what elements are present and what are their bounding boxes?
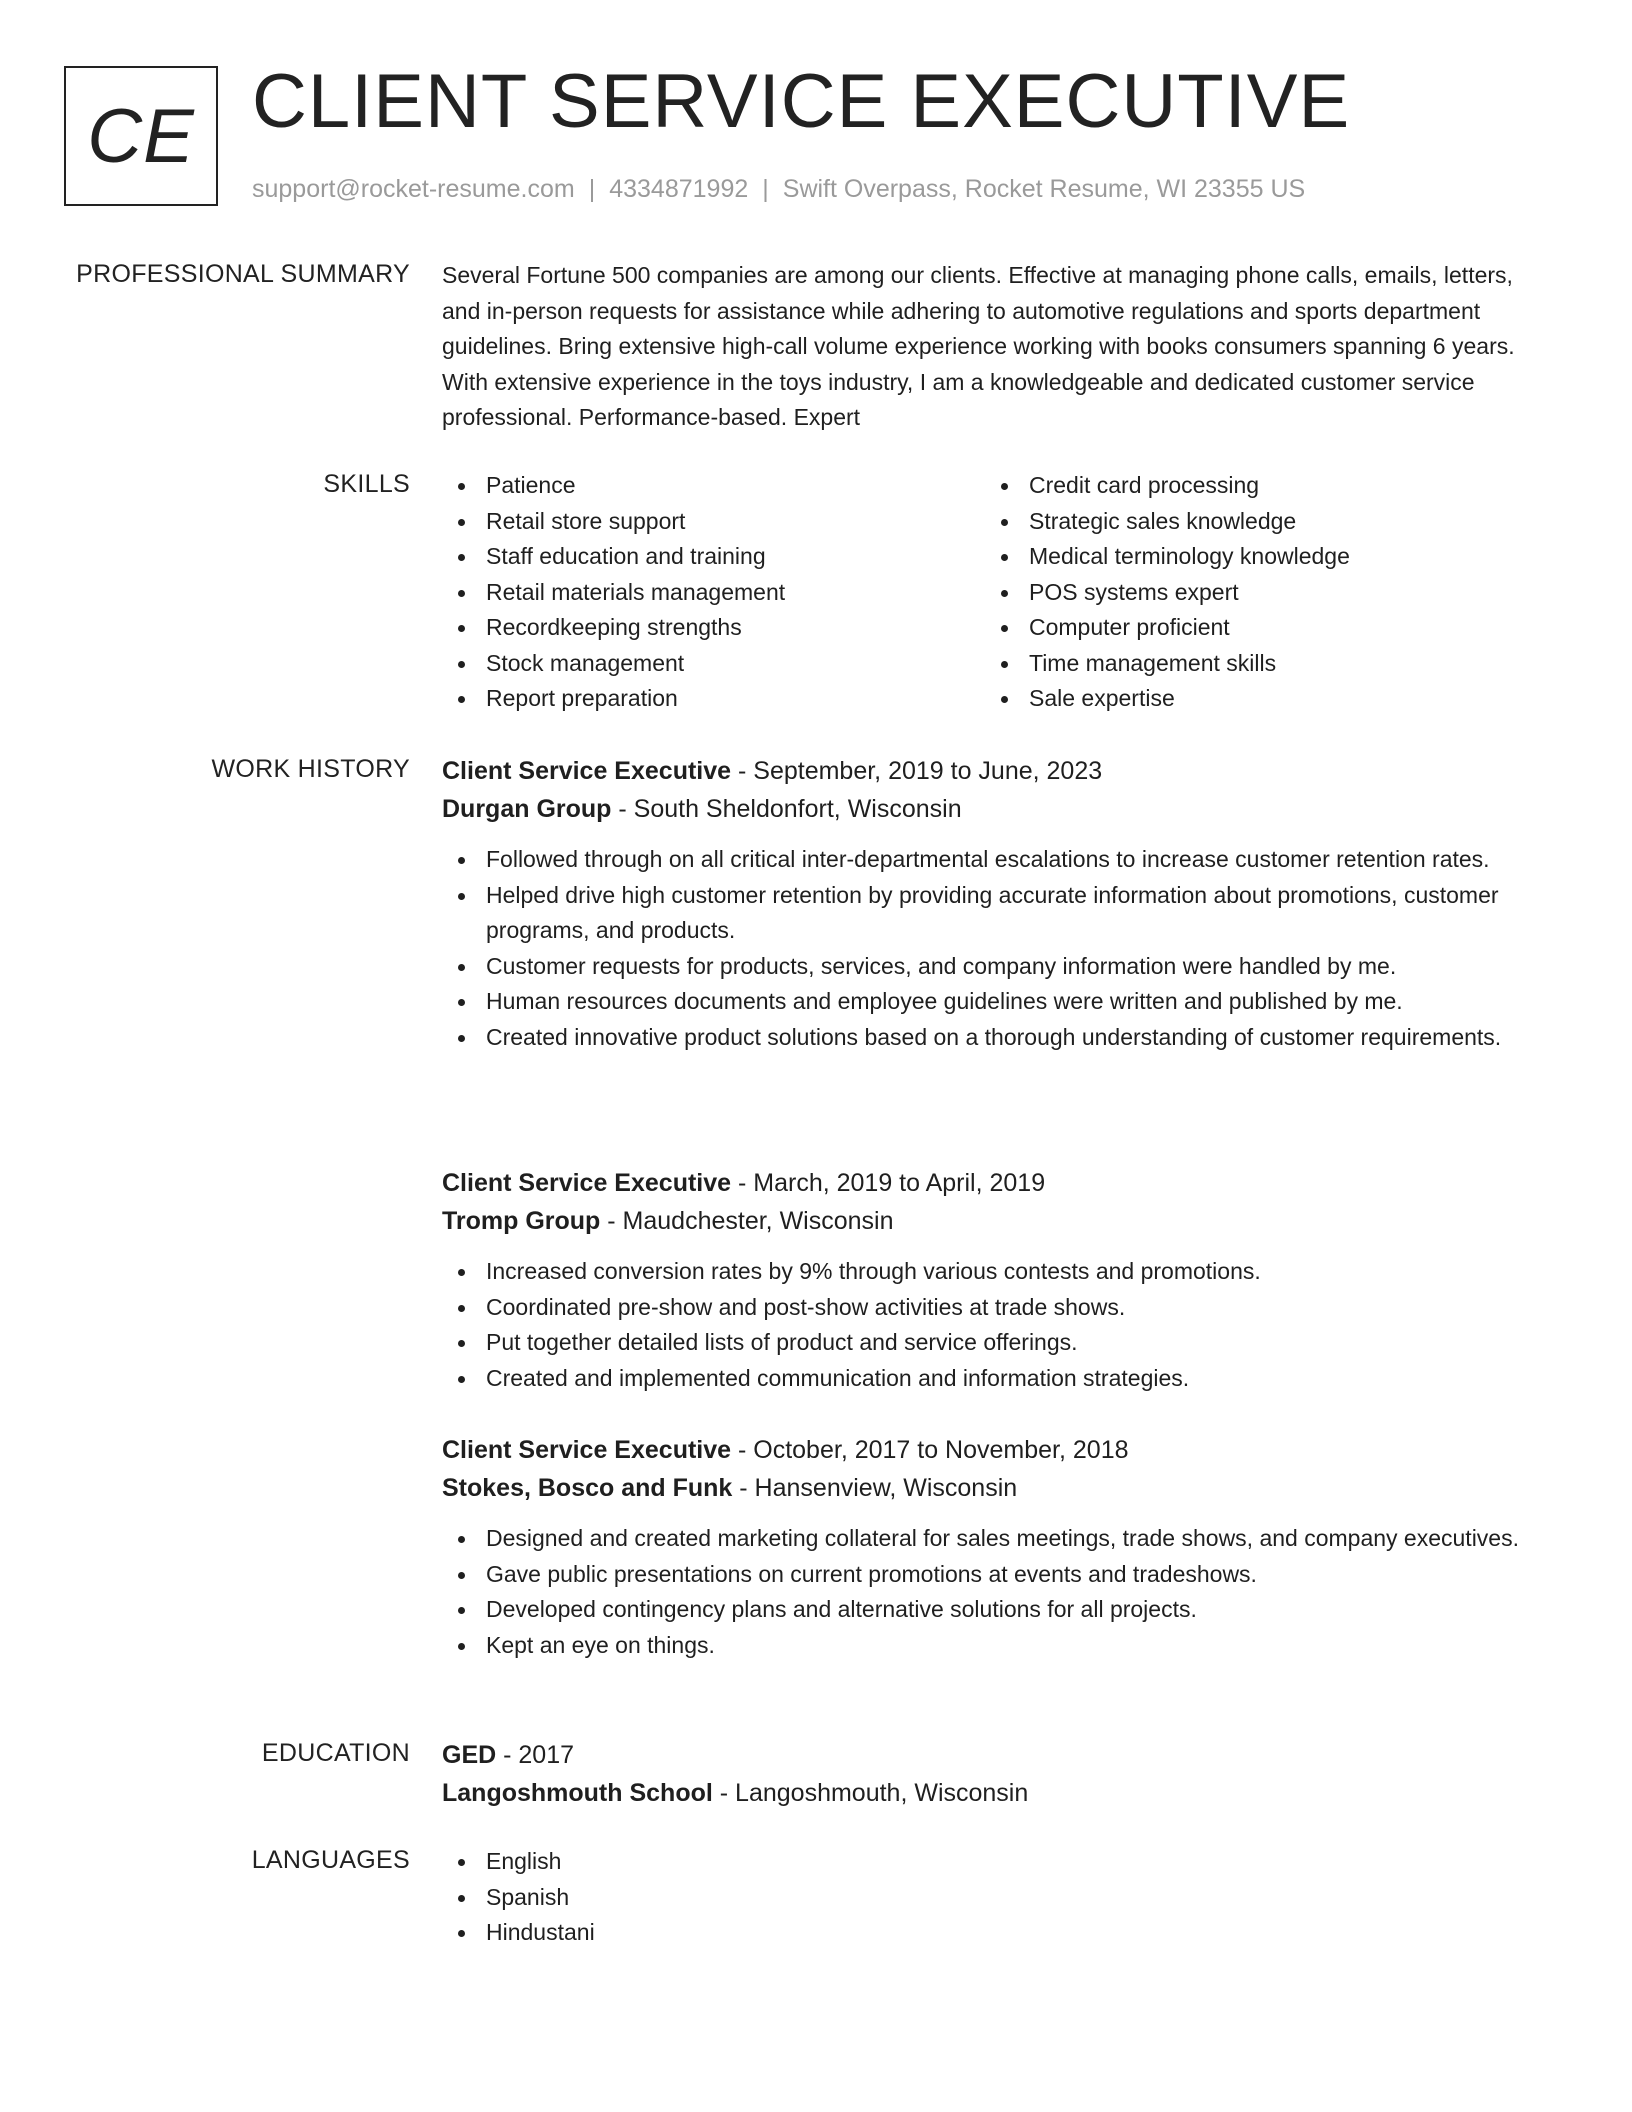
skill-item: Recordkeeping strengths [442,610,985,646]
job-dates: - March, 2019 to April, 2019 [731,1169,1046,1197]
job-bullet: Put together detailed lists of product and service offerings. [442,1325,1552,1361]
skill-item: Retail store support [442,504,985,540]
skills-list-left [442,468,985,717]
job-bullet: Increased conversion rates by 9% through various contests and promotions. [442,1254,1552,1290]
job-bullet: Kept an eye on things. [442,1628,1552,1664]
skill-item: Credit card processing [985,468,1528,504]
job-bullet: Coordinated pre-show and post-show activities at trade shows. [442,1290,1552,1326]
skill-item: Staff education and training [442,539,985,575]
skill-item: POS systems expert [985,575,1528,611]
contact-separator: | [588,175,596,203]
education-degree: GED [442,1741,497,1769]
language-item: Spanish [442,1880,1552,1916]
job-bullet: Created innovative product solutions based on a thorough understanding of customer requirements. [442,1020,1552,1056]
summary-text: Several Fortune 500 companies are among our clients. Effective at managing phone calls, emails, letters, and in-person requests for assistance while adhering to automotive regulations and sports department guidelines. Bring extensive high-call volume experience working with books consumers spanning 6 years. With extensive experience in the toys industry, I am a knowledgeable and dedicated customer service professional. Performance-based. Expert [442,262,1515,430]
skill-item: Time management skills [985,646,1528,682]
language-item: English [442,1844,1552,1880]
education-year: - 2017 [496,1741,575,1769]
job-dates: - September, 2019 to June, 2023 [731,757,1103,785]
skill-item: Retail materials management [442,575,985,611]
job-title-line [442,752,1552,790]
skill-item: Report preparation [442,681,985,717]
monogram-initials: CE [87,93,195,179]
job-bullet: Designed and created marketing collateral for sales meetings, trade shows, and company executives. [442,1521,1552,1557]
education-label: EDUCATION [261,1739,410,1767]
monogram-box [64,66,218,206]
languages-body [442,1844,1552,1951]
job-title-line [442,1164,1552,1202]
summary-label: PROFESSIONAL SUMMARY [76,260,410,288]
job-bullet: Helped drive high customer retention by providing accurate information about promotions, customer programs, and products. [442,878,1552,949]
education-body [442,1736,1552,1812]
contact-separator: | [762,175,769,203]
job-bullet: Developed contingency plans and alternative solutions for all projects. [442,1592,1552,1628]
languages-label: LANGUAGES [251,1846,410,1874]
skills-label: SKILLS [323,470,410,498]
work-history-label: WORK HISTORY [211,755,410,783]
job-bullet: Customer requests for products, services, and company information were handled by me. [442,949,1552,985]
job-location: - Hansenview, Wisconsin [732,1474,1018,1502]
job-company-line [442,790,1552,828]
education-location: - Langoshmouth, Wisconsin [712,1779,1029,1807]
job-location: - Maudchester, Wisconsin [600,1207,894,1235]
job-bullet: Created and implemented communication and information strategies. [442,1361,1552,1397]
job-company-line [442,1469,1552,1507]
job-bullet: Human resources documents and employee guidelines were written and published by me. [442,984,1552,1020]
job-bullet: Gave public presentations on current promotions at events and tradeshows. [442,1557,1552,1593]
contact-email: support@rocket-resume.com [252,175,575,203]
languages-list [442,1844,1552,1951]
education-degree-line [442,1736,1552,1774]
job-company-line [442,1202,1552,1240]
job-title: Client Service Executive [442,1169,732,1197]
job-entry [442,1164,1552,1396]
skill-item: Stock management [442,646,985,682]
skills-body [442,468,1552,717]
job-title: Client Service Executive [442,1436,732,1464]
skill-item: Strategic sales knowledge [985,504,1528,540]
job-bullet-list [442,1254,1552,1396]
job-dates: - October, 2017 to November, 2018 [731,1436,1129,1464]
contact-phone: 4334871992 [609,175,749,203]
skill-item: Medical terminology knowledge [985,539,1528,575]
skill-item: Patience [442,468,985,504]
job-entry [442,1431,1552,1663]
job-bullet-list [442,842,1552,1055]
education-school-line [442,1774,1552,1812]
skills-list-right [985,468,1528,717]
job-entry [442,752,1552,1055]
contact-address: Swift Overpass, Rocket Resume, WI 23355 US [782,175,1306,203]
job-bullet-list [442,1521,1552,1663]
job-title-line [442,1431,1552,1469]
job-company: Tromp Group [442,1207,601,1235]
summary-body [442,258,1552,436]
contact-line [252,172,1305,206]
job-title: Client Service Executive [442,757,732,785]
resume-title: CLIENT SERVICE EXECUTIVE [252,59,1351,144]
skill-item: Sale expertise [985,681,1528,717]
job-bullet: Followed through on all critical inter-departmental escalations to increase customer retention rates. [442,842,1552,878]
education-school: Langoshmouth School [442,1779,713,1807]
job-location: - South Sheldonfort, Wisconsin [611,795,962,823]
job-company: Durgan Group [442,795,612,823]
language-item: Hindustani [442,1915,1552,1951]
skill-item: Computer proficient [985,610,1528,646]
job-company: Stokes, Bosco and Funk [442,1474,733,1502]
